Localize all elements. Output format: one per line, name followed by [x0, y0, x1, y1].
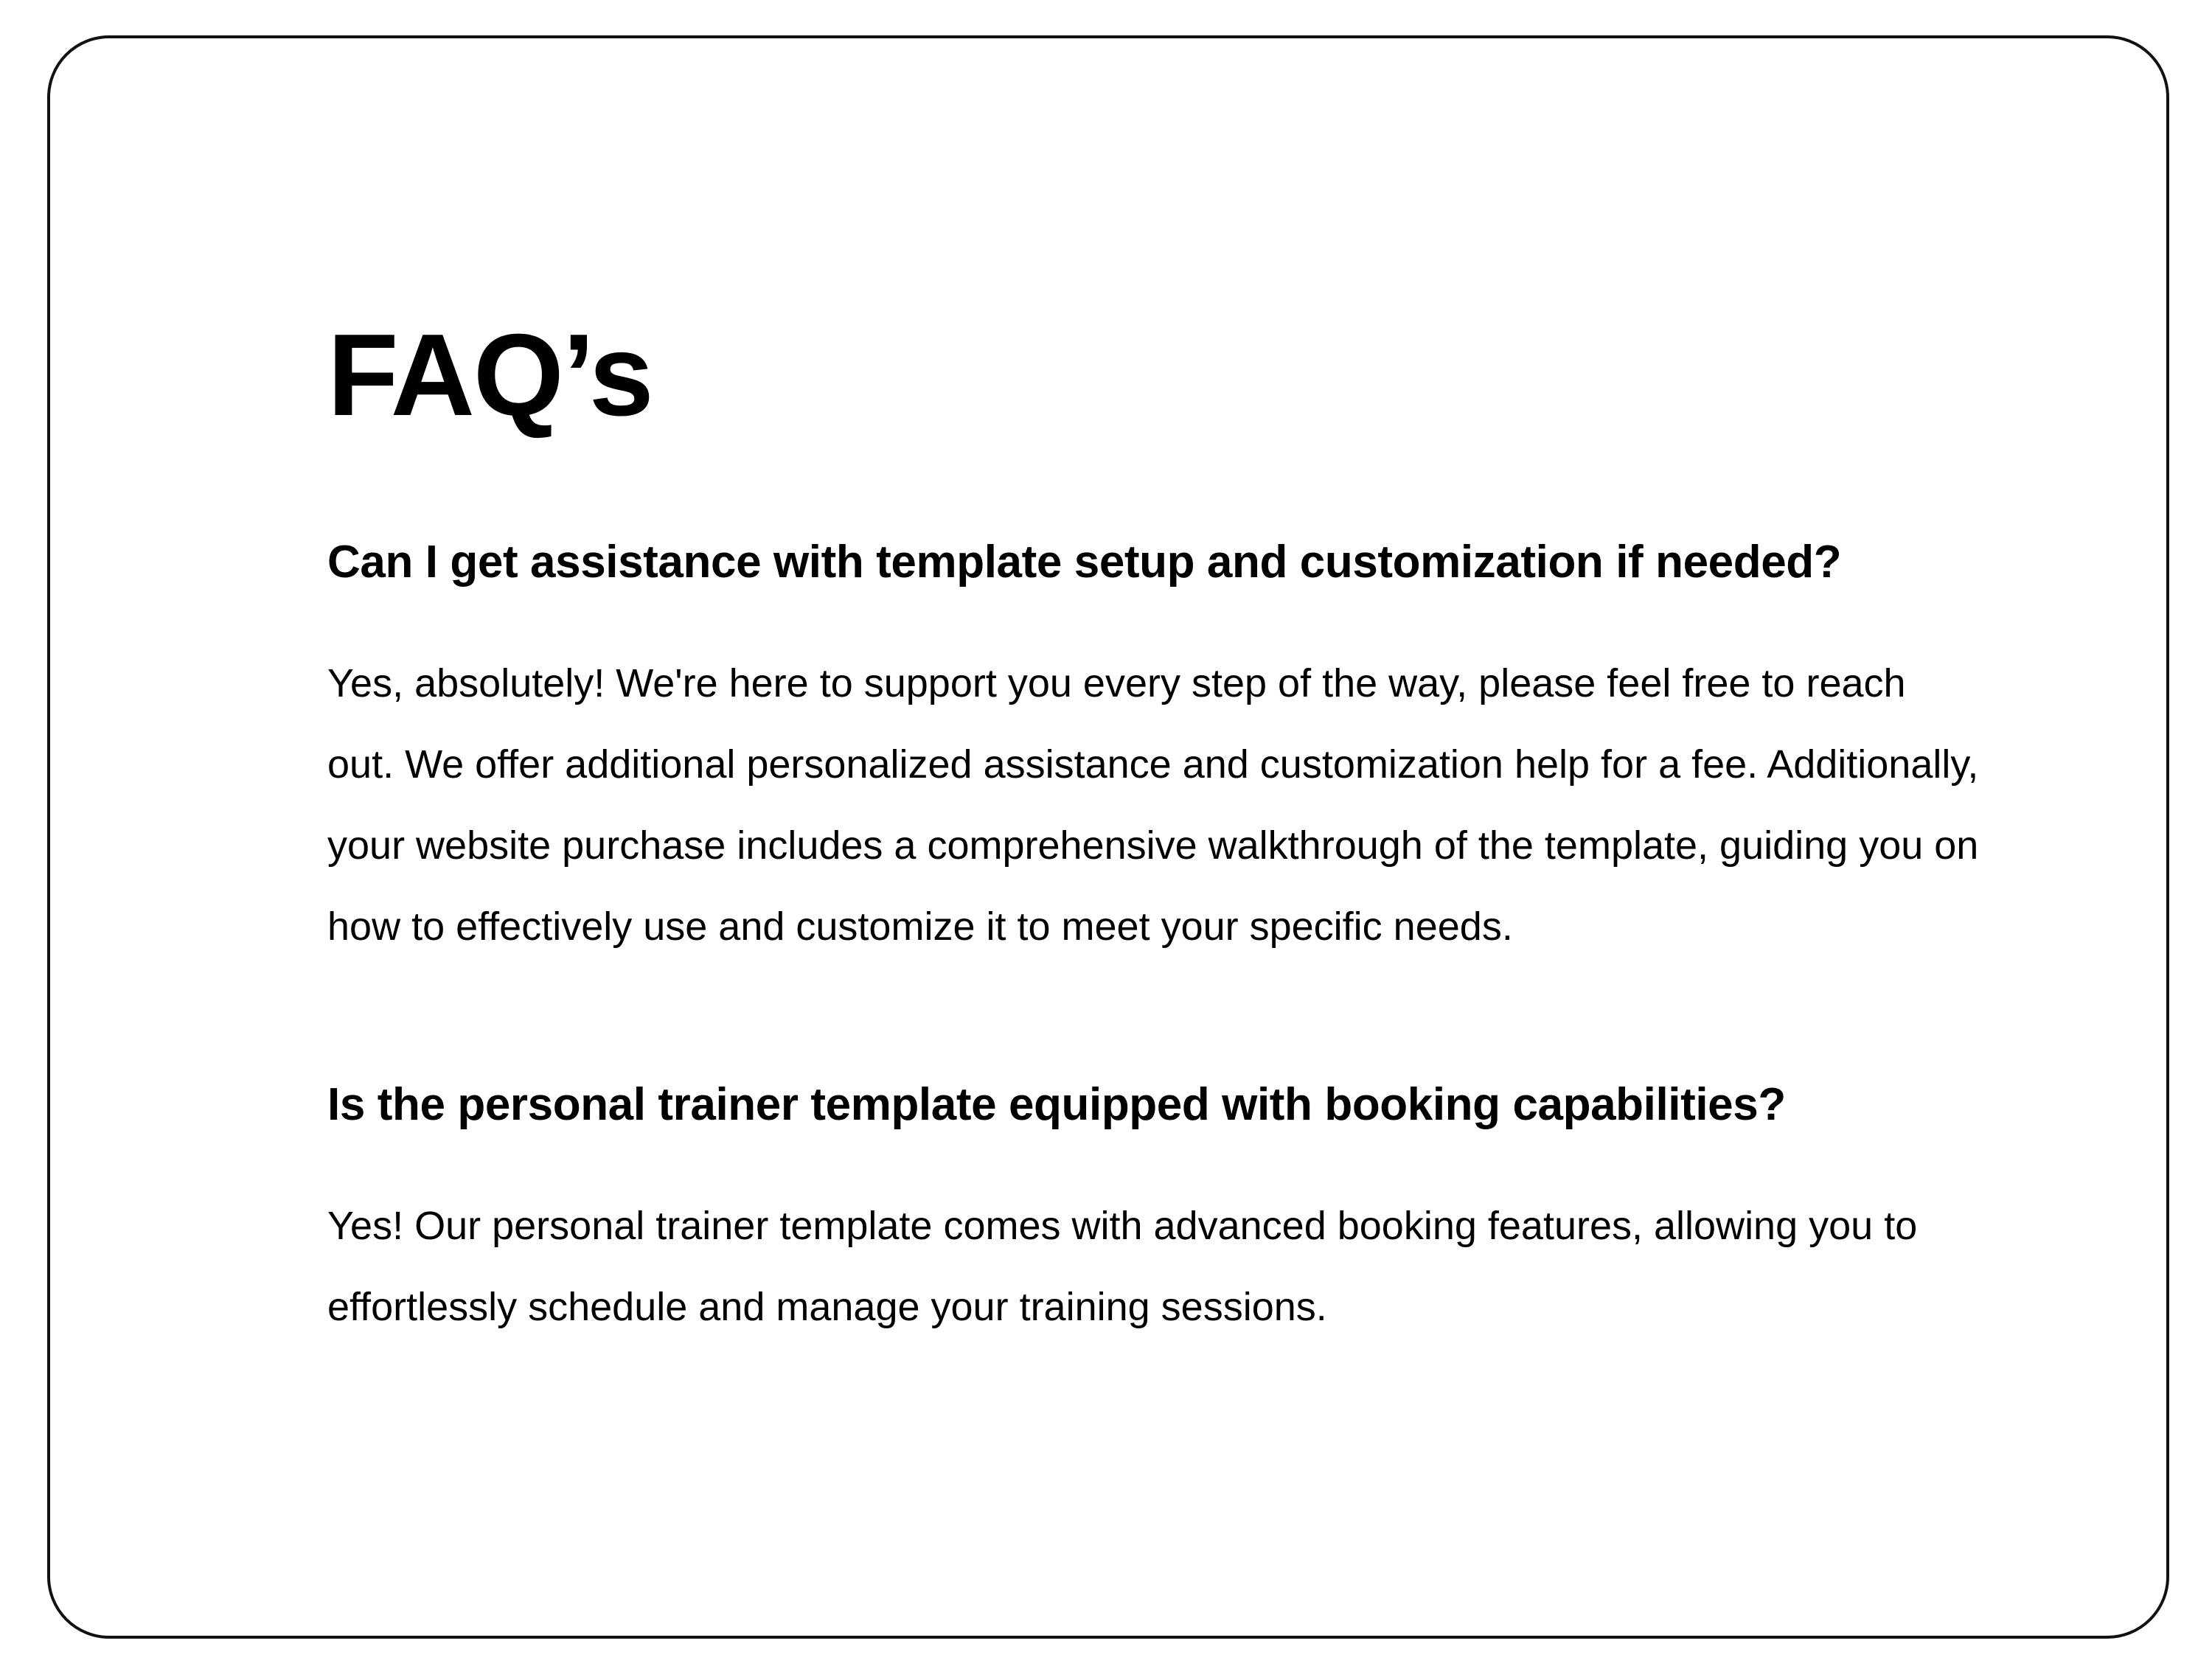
faq-card: [47, 35, 2169, 1639]
faq-answer: Yes! Our personal trainer template comes with advanced booking features, allowing you to effortlessly schedule and manage your training sessions.: [327, 1204, 1918, 1329]
page-title: FAQ’s: [327, 310, 653, 440]
faq-content: [327, 305, 2023, 1347]
faq-answer: Yes, absolutely! We're here to support you every step of the way, please feel free to reach out. We offer additional personalized assistance and customization help for a fee. Additionally, your website purchase includes a comprehensive walkthrough of the template, guiding you on how to effectively use and customize it to meet your specific needs.: [327, 661, 1979, 949]
faq-question: Can I get assistance with template setup and customization if needed?: [327, 537, 1842, 588]
faq-list: [327, 534, 2023, 1347]
faq-item-booking-capabilities: [327, 1076, 2023, 1347]
faq-item-template-assistance: [327, 534, 2023, 967]
faq-question: Is the personal trainer template equipped with booking capabilities?: [327, 1079, 1786, 1130]
